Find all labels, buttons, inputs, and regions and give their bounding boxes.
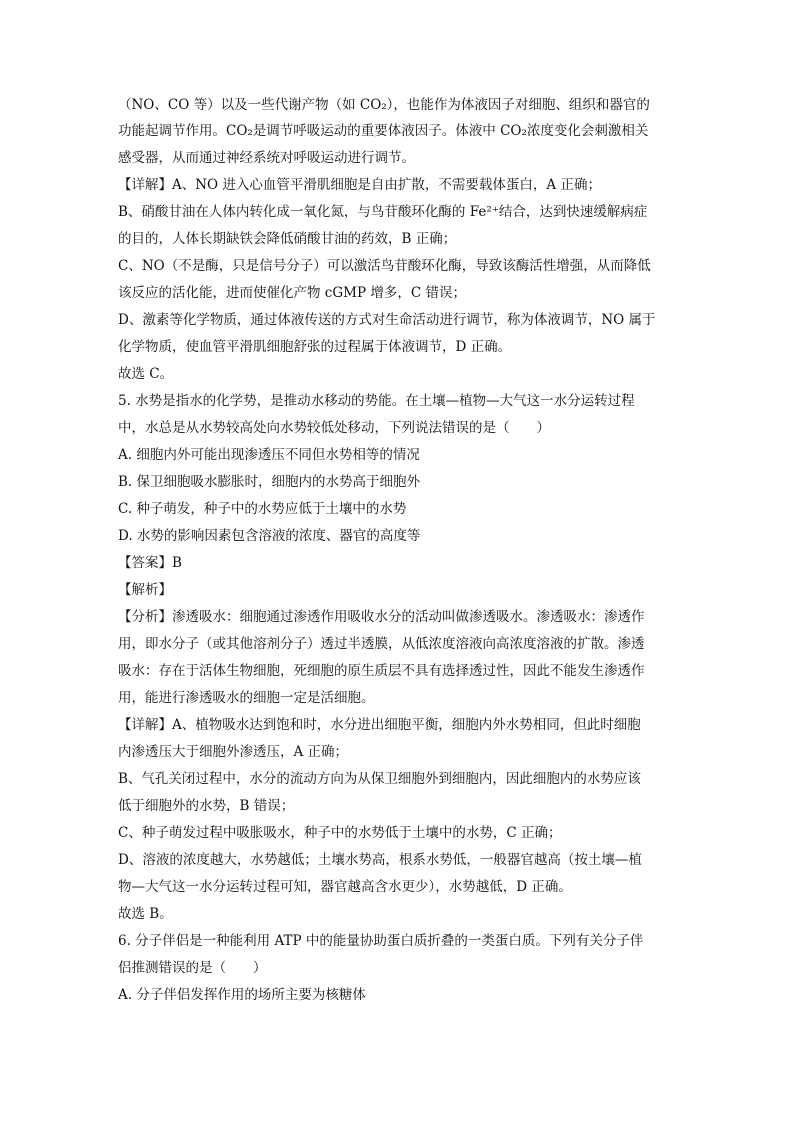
option-d: D. 水势的影响因素包含溶液的浓度、器官的高度等: [118, 528, 421, 544]
option-b: B. 保卫细胞吸水膨胀时，细胞内的水势高于细胞外: [118, 474, 421, 490]
text-line: 化学物质，使血管平滑肌细胞舒张的过程属于体液调节，D 正确。: [118, 339, 512, 355]
question-6-stem: 侣推测错误的是（ ）: [118, 960, 267, 976]
text-line: 【详解】A、NO 进入心血管平滑肌细胞是自由扩散，不需要载体蛋白，A 正确；: [118, 177, 601, 193]
answer-line: 【答案】B: [118, 555, 182, 571]
question-5-stem: 5. 水势是指水的化学势，是推动水移动的势能。在土壤—植物—大气这一水分运转过程: [118, 393, 635, 409]
text-line: 内渗透压大于细胞外渗透压，A 正确；: [118, 744, 349, 760]
text-line: C、NO（不是酶，只是信号分子）可以激活鸟苷酸环化酶，导致该酶活性增强，从而降低: [118, 258, 651, 274]
text-line: 故选 C。: [118, 366, 174, 382]
question-5-stem: 中，水总是从水势较高处向水势较低处移动，下列说法错误的是（ ）: [118, 420, 550, 436]
text-line: 的目的，人体长期缺铁会降低硝酸甘油的药效，B 正确；: [118, 231, 457, 247]
text-line: 吸水：存在于活体生物细胞，死细胞的原生质层不具有选择透过性，因此不能发生渗透作: [118, 663, 645, 679]
question-6-stem: 6. 分子伴侣是一种能利用 ATP 中的能量协助蛋白质折叠的一类蛋白质。下列有关分子伴: [118, 933, 644, 949]
text-line: 【详解】A、植物吸水达到饱和时，水分进出细胞平衡，细胞内外水势相同，但此时细胞: [118, 717, 641, 733]
text-line: 低于细胞外的水势，B 错误；: [118, 798, 295, 814]
text-line: B、硝酸甘油在人体内转化成一氧化氮，与鸟苷酸环化酶的 Fe²⁺结合，达到快速缓解病症: [118, 204, 648, 220]
text-line: D、激素等化学物质，通过体液传送的方式对生命活动进行调节，称为体液调节，NO 属于: [118, 312, 656, 328]
text-line: 【分析】渗透吸水：细胞通过渗透作用吸收水分的活动叫做渗透吸水。渗透吸水：渗透作: [118, 609, 645, 625]
option-c: C. 种子萌发，种子中的水势应低于土壤中的水势: [118, 501, 407, 517]
text-line: 用，能进行渗透吸水的细胞一定是活细胞。: [118, 690, 375, 706]
text-line: 功能起调节作用。CO₂是调节呼吸运动的重要体液因子。体液中 CO₂浓度变化会刺激相关: [118, 123, 649, 139]
text-line: 该反应的活化能，进而使催化产物 cGMP 增多，C 错误；: [118, 285, 466, 301]
text-line: B、气孔关闭过程中，水分的流动方向为从保卫细胞外到细胞内，因此细胞内的水势应该: [118, 771, 641, 787]
text-line: 物—大气这一水分运转过程可知，器官越高含水更少），水势越低，D 正确。: [118, 879, 572, 895]
analysis-heading: 【解析】: [118, 582, 172, 598]
text-line: （NO、CO 等）以及一些代谢产物（如 CO₂），也能作为体液因子对细胞、组织和器官的: [118, 97, 650, 113]
option-a: A. 细胞内外可能出现渗透压不同但水势相等的情况: [118, 447, 420, 463]
text-line: D、溶液的浓度越大，水势越低；土壤水势高，根系水势低，一般器官越高（按土壤—植: [118, 852, 642, 868]
text-line: 故选 B。: [118, 906, 173, 922]
text-line: 用，即水分子（或其他溶剂分子）透过半透膜，从低浓度溶液向高浓度溶液的扩散。渗透: [118, 636, 645, 652]
option-a: A. 分子伴侣发挥作用的场所主要为核糖体: [118, 987, 366, 1003]
text-line: 感受器，从而通过神经系统对呼吸运动进行调节。: [118, 150, 415, 166]
text-line: C、种子萌发过程中吸胀吸水，种子中的水势低于土壤中的水势，C 正确；: [118, 825, 562, 841]
